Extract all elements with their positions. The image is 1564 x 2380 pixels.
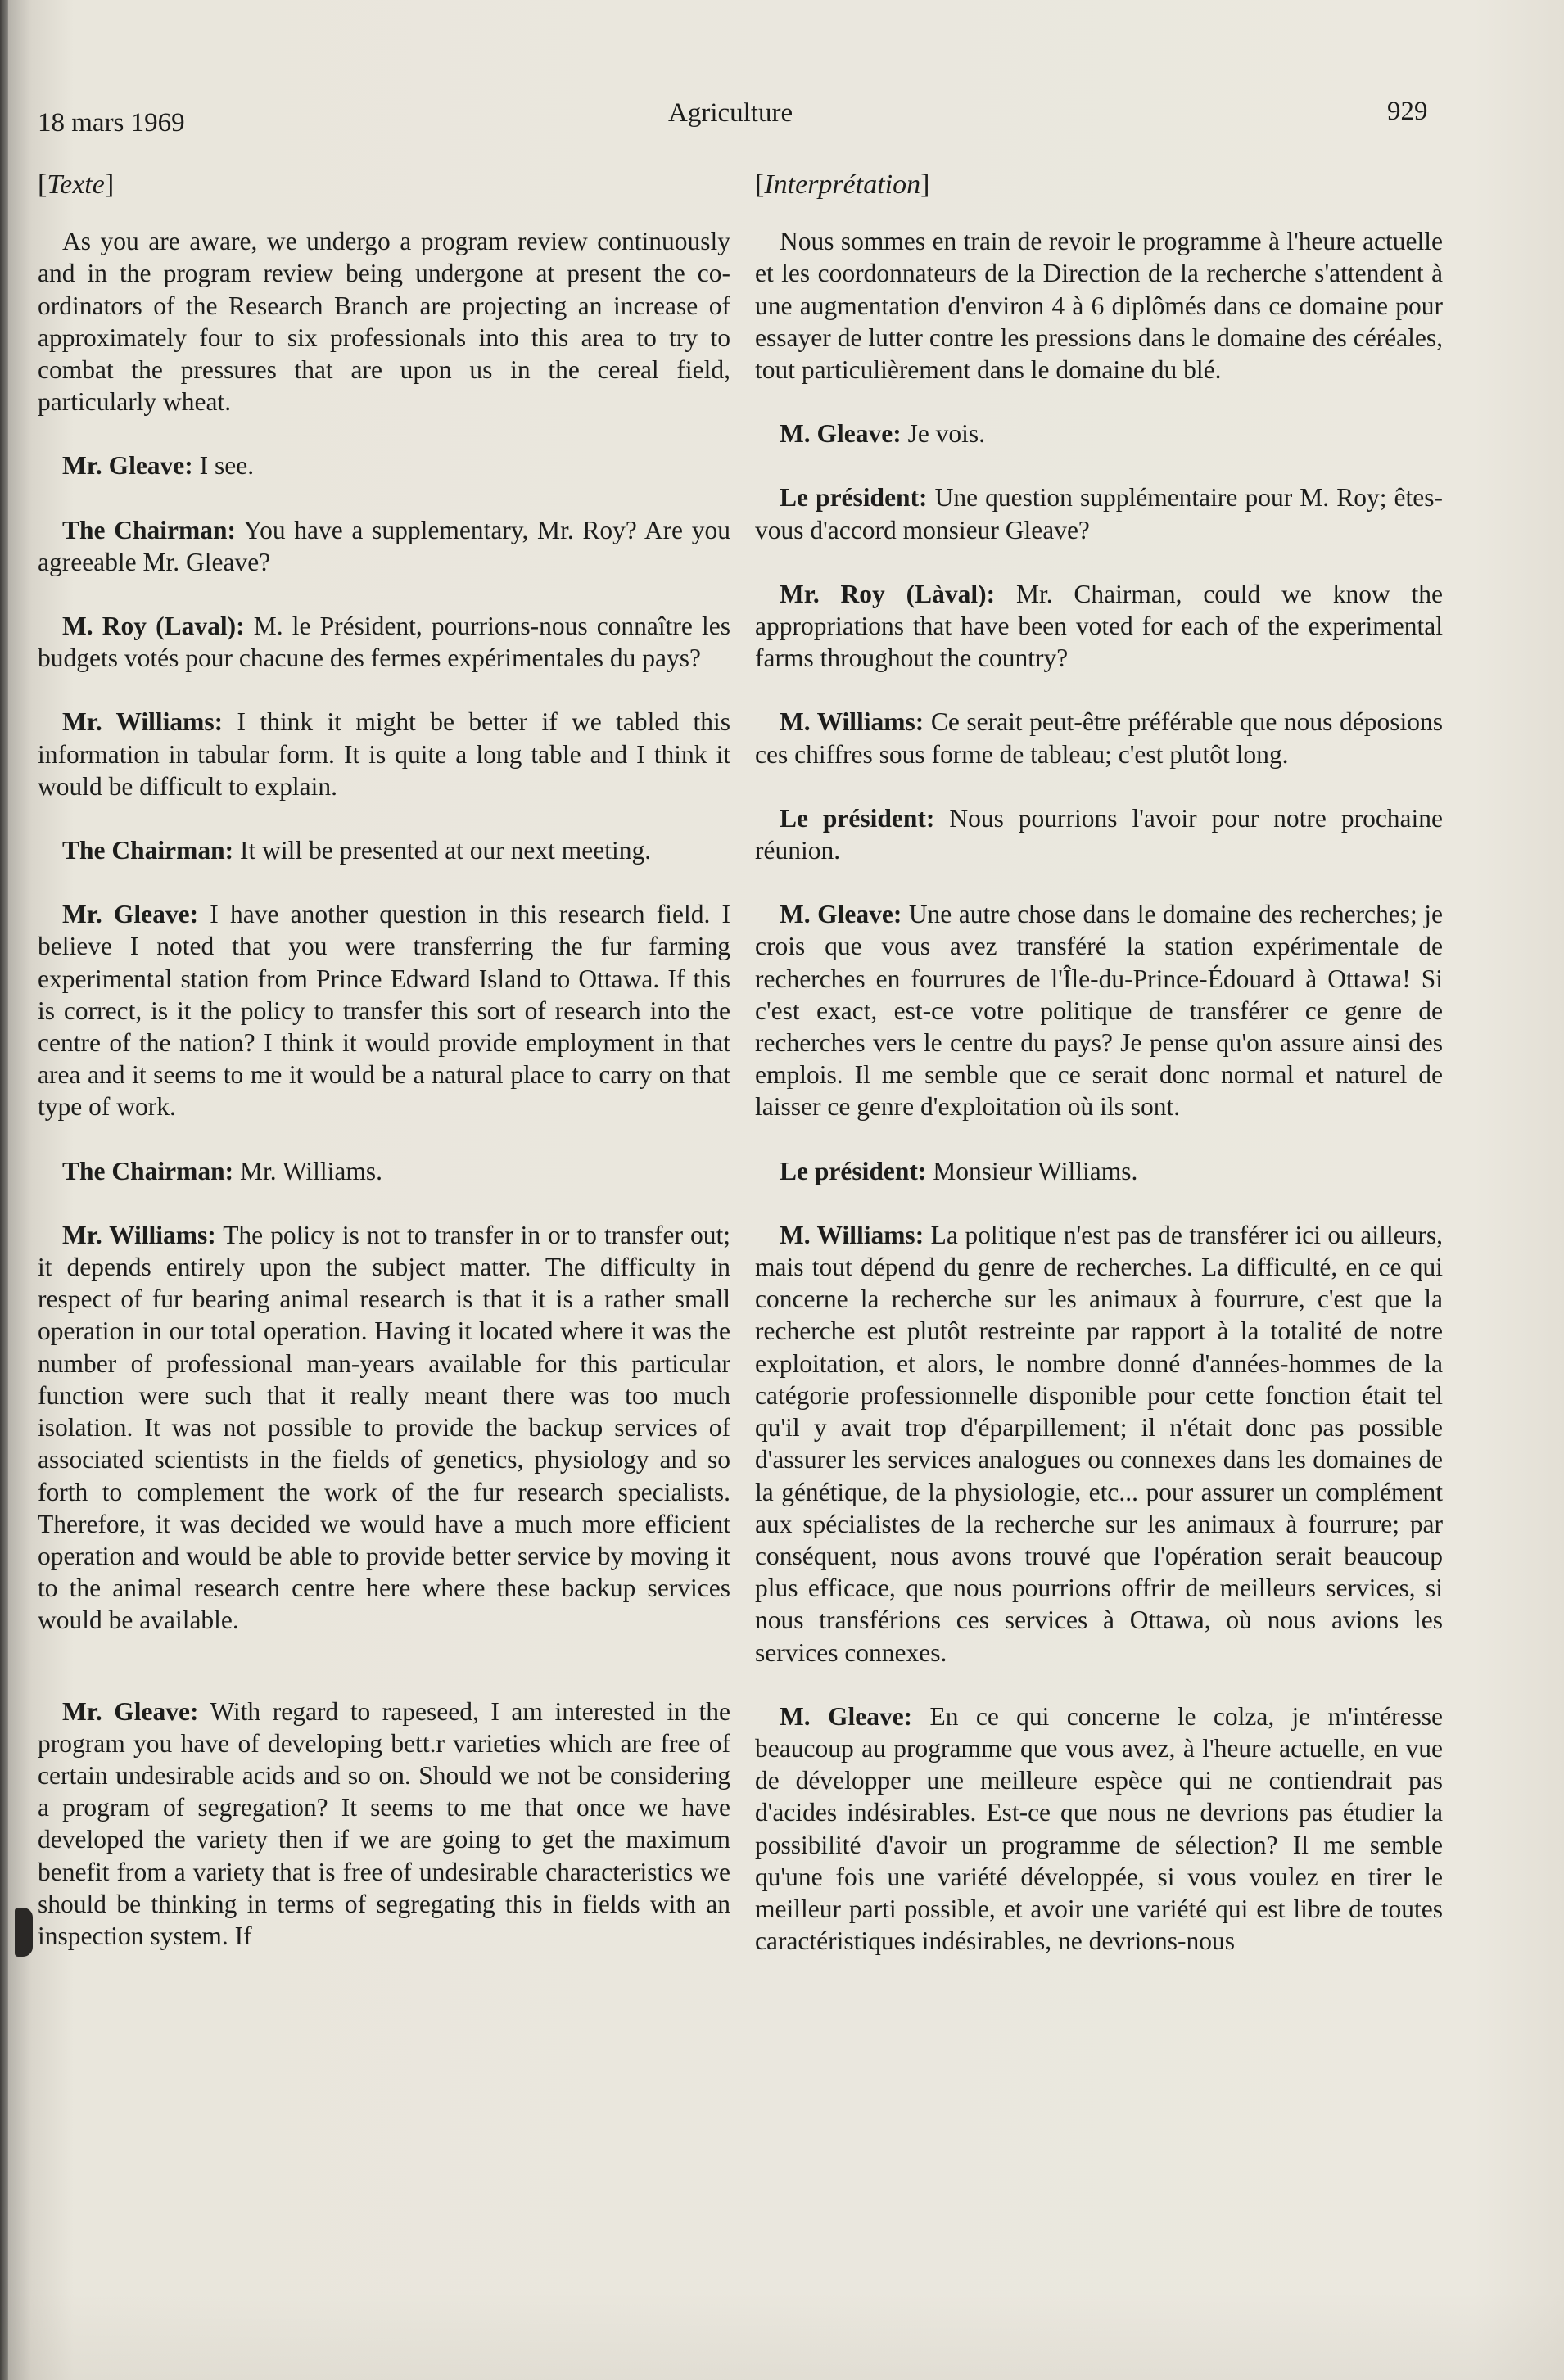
- left-para-4-text: I think it might be better if we tabled this information in tabular form. It is quite a long table and I think it would be difficult to explain.: [38, 707, 730, 801]
- right-para-6-text: Une autre chose dans le domaine des recherches; je crois que vous avez transféré la station expérimentale de recherches en fourrures de l'Île-du-Prince-Édouard à Ottawa! Si c'est exact, est-ce votre politique de transférer ce genre de recherches vers le centre du pays? Je pense qu'on assure ainsi des emplois. Il me semble que ce serait donc normal et naturel de laisser ce genre d'exploitation où ils sont.: [755, 900, 1443, 1122]
- left-para-0-text: As you are aware, we undergo a program review continuously and in the program review being undergone at present the co-ordinators of the Research Branch are projecting an increase of approximately four to six professionals into this area to try to combat the pressures that are upon us in the cereal field, particularly wheat.: [38, 227, 730, 417]
- left-para-6-speaker: Mr. Gleave:: [62, 900, 199, 929]
- left-paragraph: [38, 1155, 730, 1187]
- right-paragraph: [755, 481, 1443, 545]
- right-para-1-speaker: M. Gleave:: [780, 419, 902, 449]
- right-para-5-text: Nous pourrions l'avoir pour notre prochaine réunion.: [755, 803, 1444, 865]
- left-paragraph: [38, 898, 730, 1122]
- left-para-8-text: The policy is not to transfer in or to transfer out; it depends entirely upon the subject matter. The difficulty in respect of fur bearing animal research is that it is a rather small operation in our total operation. Having it located where it was the number of professional man-years available for this particular function were such that it really meant there was too much isolation. It was not possible to provide the backup services of associated scientists in the fields of genetics, physiology and so forth to complement the work of the fur research specialists. Therefore, it was decided we would have a much more efficient operation and would be able to provide better service by moving it to the animal research centre here where these backup services would be available.: [38, 1220, 730, 1635]
- left-para-5-speaker: The Chairman:: [62, 836, 234, 865]
- header-section-title: Agriculture: [668, 98, 793, 128]
- left-para-3-text: M. le Président, pourrions-nous connaître les budgets votés pour chacune des fermes expérimentales du pays?: [38, 612, 731, 673]
- right-para-9-speaker: M. Gleave:: [780, 1701, 913, 1731]
- right-para-0-text: Nous sommes en train de revoir le programme à l'heure actuelle et les coordonnateurs de la Direction de la recherche s'attendent à une augmentation d'environ 4 à 6 diplômés dans ce domaine pour essayer de lutter contre les pressions dans le domaine des céréales, tout particulièrement dans le domaine du blé.: [755, 227, 1443, 385]
- header-date: 18 mars 1969: [38, 108, 185, 138]
- right-paragraph: [755, 898, 1443, 1122]
- binding-clip: [15, 1908, 33, 1957]
- right-column-tag: [Interprétation]: [755, 169, 930, 200]
- right-paragraph: [755, 578, 1443, 675]
- left-paragraph: [38, 610, 730, 674]
- right-para-8-speaker: M. Williams:: [780, 1220, 924, 1249]
- right-para-7-speaker: Le président:: [780, 1156, 927, 1185]
- right-tag-text: Interprétation: [764, 169, 921, 200]
- right-para-6-speaker: M. Gleave:: [780, 900, 902, 929]
- left-para-3-speaker: M. Roy (Laval):: [62, 612, 245, 641]
- right-para-3-text: Mr. Chairman, could we know the appropriations that have been voted for each of the experimental farms throughout the country?: [755, 579, 1444, 673]
- left-paragraph: [38, 706, 730, 802]
- right-paragraph: [755, 225, 1443, 386]
- right-paragraph: [755, 802, 1443, 866]
- binding-spine: [0, 0, 8, 2380]
- right-para-1-text: Je vois.: [907, 419, 986, 449]
- left-paragraph: [38, 1219, 730, 1637]
- right-para-9-text: En ce qui concerne le colza, je m'intéresse beaucoup au programme que vous avez, à l'heure actuelle, en vue de développer une meilleure espèce qui ne contiendrait pas d'acides indésirables. Est-ce que nous ne devrions pas étudier la possibilité d'avoir un programme de sélection? Il me semble qu'une fois une variété développée, si vous voulez en tirer le meilleur parti possible, et avoir une variété qui est libre de toutes caractéristiques indésirables, ne devrions-nous: [755, 1701, 1444, 1956]
- left-paragraph: [38, 449, 730, 481]
- left-para-9-text: With regard to rapeseed, I am interested in the program you have of developing bett.r varieties which are free of certain undesirable acids and so on. Should we not be considering a program of segregation? It seems to me that once we have developed the variety then if we are going to get the maximum benefit from a variety that is free of undesirable characteristics we should be thinking in terms of segregating this in fields with an inspection system. If: [38, 1696, 730, 1950]
- left-para-4-speaker: Mr. Williams:: [62, 707, 224, 737]
- french-column: [755, 169, 1443, 1989]
- left-para-1-speaker: Mr. Gleave:: [62, 451, 193, 481]
- right-paragraph: [755, 1700, 1443, 1958]
- left-para-9-speaker: Mr. Gleave:: [62, 1696, 199, 1726]
- right-para-3-speaker: Mr. Roy (Làval):: [780, 579, 996, 608]
- left-para-1-text: I see.: [199, 451, 255, 481]
- right-para-5-speaker: Le président:: [780, 803, 935, 833]
- left-para-2-speaker: The Chairman:: [62, 515, 236, 544]
- right-para-2-text: Une question supplémentaire pour M. Roy; êtes-vous d'accord monsieur Gleave?: [755, 483, 1443, 544]
- left-paragraph: [38, 225, 730, 418]
- left-column-tag: [Texte]: [38, 169, 115, 200]
- left-tag-text: Texte: [47, 169, 105, 200]
- left-para-6-text: I have another question in this research field. I believe I noted that you were transferring the fur farming experimental station from Prince Edward Island to Ottawa. If this is correct, is it the policy to transfer this sort of research into the centre of the nation? I think it would provide employment in that area and it seems to me it would be a natural place to carry on that type of work.: [38, 900, 730, 1122]
- right-para-7-text: Monsieur Williams.: [933, 1156, 1138, 1185]
- left-paragraph: [38, 1696, 730, 1953]
- left-para-2-text: You have a supplementary, Mr. Roy? Are you agreeable Mr. Gleave?: [38, 515, 730, 576]
- english-column: [38, 169, 730, 1984]
- right-para-4-text: Ce serait peut-être préférable que nous déposions ces chiffres sous forme de tableau; c'est plutôt long.: [755, 707, 1443, 769]
- right-para-8-text: La politique n'est pas de transférer ici ou ailleurs, mais tout dépend du genre de recherches. La difficulté, en ce qui concerne la recherche sur les animaux à fourrure, c'est que la recherche est plutôt restreinte par rapport à la totalité de notre exploitation, et alors, le nombre donné d'années-hommes de la catégorie professionnelle disponible pour cette fonction était tel qu'il y avait trop d'éparpillement; il n'était donc pas possible d'assurer les services analogues ou connexes dans les domaines de la génétique, de la physiologie, etc... pour assurer un complément aux spécialistes de la recherche sur les animaux à fourrure; par conséquent, nous avons trouvé que l'opération serait beaucoup plus efficace, que nous pourrions offrir de meilleurs services, si nous transférions ces services à Ottawa, où nous avions les services connexes.: [755, 1220, 1443, 1667]
- page-header: [0, 97, 1564, 146]
- right-para-2-speaker: Le président:: [780, 483, 928, 513]
- header-page-number: 929: [1387, 97, 1428, 126]
- left-paragraph: [38, 834, 730, 866]
- right-paragraph: [755, 1219, 1443, 1669]
- left-para-5-text: It will be presented at our next meeting.: [240, 836, 652, 865]
- right-para-4-speaker: M. Williams:: [780, 707, 924, 737]
- right-paragraph: [755, 1155, 1443, 1187]
- left-para-8-speaker: Mr. Williams:: [62, 1220, 216, 1249]
- right-paragraph: [755, 418, 1443, 449]
- right-paragraph: [755, 706, 1443, 770]
- page-bottom-shading: [0, 2292, 1564, 2380]
- left-paragraph: [38, 514, 730, 578]
- left-para-7-text: Mr. Williams.: [240, 1156, 383, 1185]
- left-para-7-speaker: The Chairman:: [62, 1156, 234, 1185]
